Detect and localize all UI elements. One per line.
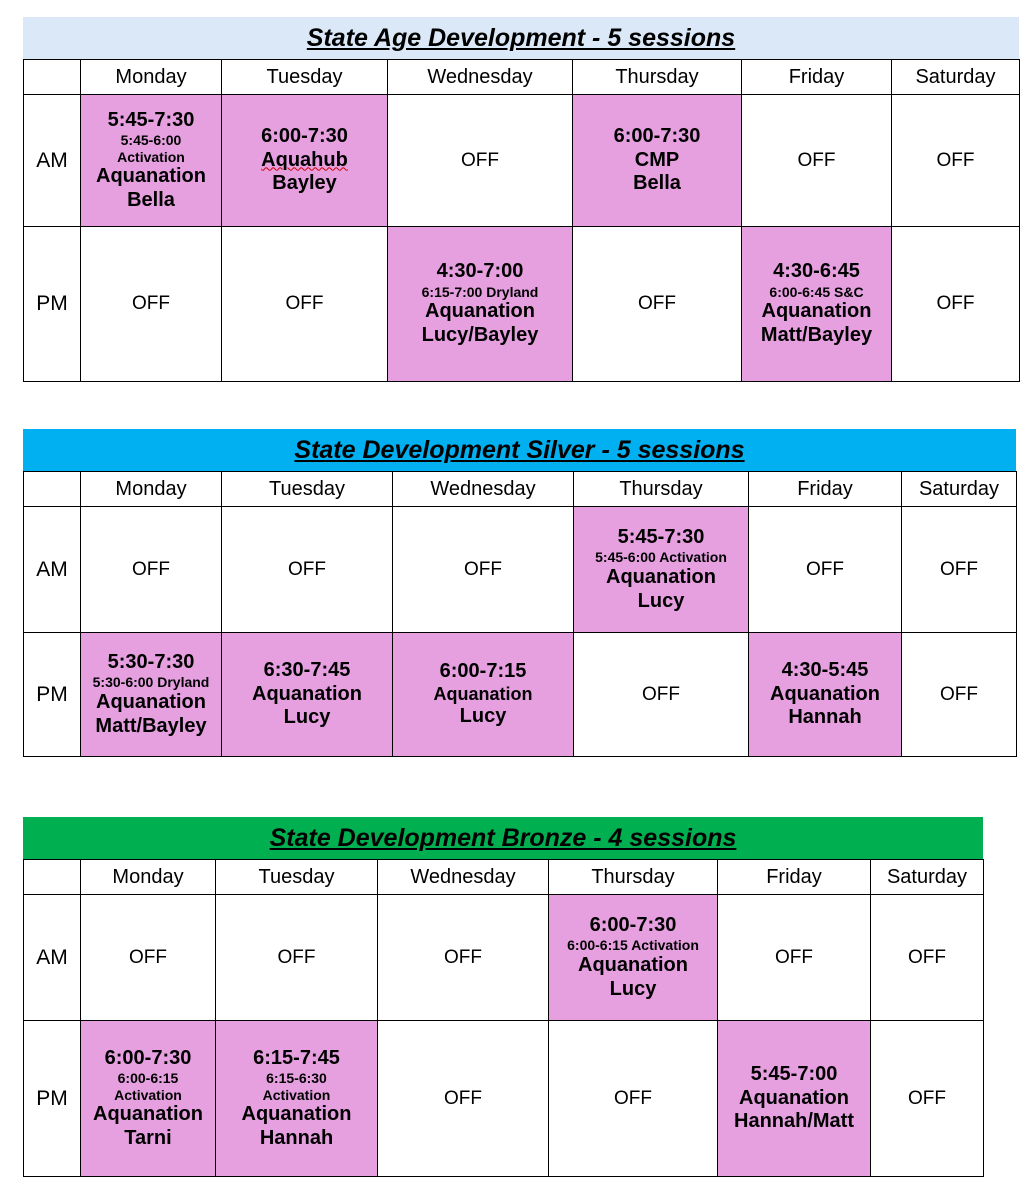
session-time: 5:45-7:30	[617, 525, 705, 548]
off-cell: OFF	[549, 1021, 718, 1177]
session-coach: Matt/Bayley	[760, 324, 873, 347]
session-note: Activation	[117, 148, 185, 165]
day-header-monday: Monday	[81, 860, 216, 895]
session-coach: Bella	[127, 188, 175, 211]
am-row	[24, 895, 984, 1021]
off-cell: OFF	[378, 895, 549, 1021]
day-header-tuesday: Tuesday	[216, 860, 378, 895]
session-time: 4:30-7:00	[436, 260, 524, 283]
day-header-saturday: Saturday	[902, 472, 1017, 507]
session-location: Aquanation	[578, 953, 688, 976]
am-row	[24, 507, 1017, 633]
off-cell: OFF	[222, 227, 388, 382]
day-header-thursday: Thursday	[573, 60, 742, 95]
corner-cell	[24, 472, 81, 507]
day-header-friday: Friday	[749, 472, 902, 507]
am-row	[24, 95, 1020, 227]
day-header-wednesday: Wednesday	[393, 472, 574, 507]
session-coach: Matt/Bayley	[95, 714, 207, 737]
pm-row	[24, 633, 1017, 757]
day-header-saturday: Saturday	[892, 60, 1020, 95]
off-cell: OFF	[892, 227, 1020, 382]
session-cell	[388, 227, 573, 382]
session-note: 6:00-6:15	[117, 1070, 179, 1087]
session-location: Aquanation	[93, 1103, 203, 1126]
day-header-saturday: Saturday	[871, 860, 984, 895]
session-location: Aquanation	[761, 300, 872, 323]
session-location: Aquanation	[252, 682, 362, 705]
session-cell	[574, 507, 749, 633]
day-header-row	[24, 60, 1020, 95]
off-cell: OFF	[742, 95, 892, 227]
off-cell: OFF	[81, 227, 222, 382]
off-cell: OFF	[574, 633, 749, 757]
off-cell: OFF	[871, 1021, 984, 1177]
session-cell	[393, 633, 574, 757]
off-cell: OFF	[871, 895, 984, 1021]
day-header-wednesday: Wednesday	[388, 60, 573, 95]
session-location: Aquanation	[241, 1103, 352, 1126]
row-label-am: AM	[24, 895, 81, 1021]
row-label-am: AM	[24, 507, 81, 633]
off-cell: OFF	[892, 95, 1020, 227]
corner-cell	[24, 60, 81, 95]
session-time: 5:30-7:30	[107, 650, 195, 673]
session-note: 6:15-6:30	[266, 1070, 327, 1087]
session-cell	[81, 1021, 216, 1177]
session-location: Aquanation	[96, 165, 206, 188]
session-location: Aquanation	[425, 300, 535, 323]
session-note: 5:45-6:00 Activation	[595, 549, 727, 566]
row-label-pm: PM	[24, 227, 81, 382]
session-location: Aquanation	[770, 682, 880, 705]
session-cell	[742, 227, 892, 382]
session-coach: Tarni	[124, 1126, 172, 1149]
session-coach: Lucy	[459, 705, 507, 728]
session-location: Aquahub	[261, 148, 348, 171]
pm-row	[24, 1021, 984, 1177]
schedule-table	[23, 471, 1017, 757]
day-header-wednesday: Wednesday	[378, 860, 549, 895]
session-cell	[573, 95, 742, 227]
day-header-thursday: Thursday	[549, 860, 718, 895]
session-note: 6:00-6:15 Activation	[567, 937, 699, 954]
session-time: 4:30-6:45	[773, 260, 860, 283]
session-time: 5:45-7:00	[750, 1063, 838, 1086]
schedule-title: State Age Development - 5 sessions	[23, 17, 1019, 59]
day-header-friday: Friday	[742, 60, 892, 95]
session-note: 6:15-7:00 Dryland	[421, 283, 539, 300]
day-header-row	[24, 860, 984, 895]
session-cell	[749, 633, 902, 757]
session-cell	[222, 633, 393, 757]
off-cell: OFF	[749, 507, 902, 633]
row-label-pm: PM	[24, 633, 81, 757]
row-label-pm: PM	[24, 1021, 81, 1177]
session-location: CMP	[634, 148, 680, 171]
session-cell	[718, 1021, 871, 1177]
session-location: Aquanation	[739, 1086, 849, 1109]
session-note: 5:45-6:00	[120, 132, 182, 149]
schedule-state-development-bronze	[23, 817, 983, 1177]
off-cell: OFF	[222, 507, 393, 633]
session-cell	[81, 95, 222, 227]
day-header-row	[24, 472, 1017, 507]
session-note: 5:30-6:00 Dryland	[92, 674, 210, 691]
session-time: 6:15-7:45	[253, 1046, 340, 1069]
session-coach: Lucy	[283, 706, 331, 729]
schedule-table	[23, 859, 984, 1177]
schedule-state-development-silver	[23, 429, 1016, 757]
day-header-friday: Friday	[718, 860, 871, 895]
schedule-title: State Development Bronze - 4 sessions	[23, 817, 983, 859]
day-header-thursday: Thursday	[574, 472, 749, 507]
session-coach: Lucy/Bayley	[421, 324, 539, 347]
day-header-tuesday: Tuesday	[222, 472, 393, 507]
day-header-tuesday: Tuesday	[222, 60, 388, 95]
off-cell: OFF	[902, 633, 1017, 757]
session-time: 6:30-7:45	[263, 659, 351, 682]
session-note: 6:00-6:45 S&C	[769, 283, 864, 300]
session-cell	[222, 95, 388, 227]
schedule-table	[23, 59, 1020, 382]
session-coach: Lucy	[609, 977, 657, 1000]
session-location: Aquanation	[433, 683, 533, 704]
off-cell: OFF	[378, 1021, 549, 1177]
off-cell: OFF	[902, 507, 1017, 633]
session-note: Activation	[262, 1086, 331, 1103]
session-coach: Hannah	[259, 1126, 334, 1149]
session-time: 6:00-7:15	[439, 660, 527, 683]
session-cell	[549, 895, 718, 1021]
session-location: Aquanation	[606, 565, 716, 588]
row-label-am: AM	[24, 95, 81, 227]
session-time: 6:00-7:30	[613, 125, 701, 148]
schedule-state-age-development	[23, 17, 1019, 382]
day-header-monday: Monday	[81, 60, 222, 95]
session-cell	[81, 633, 222, 757]
off-cell: OFF	[388, 95, 573, 227]
off-cell: OFF	[393, 507, 574, 633]
session-note: Activation	[114, 1086, 182, 1103]
session-coach: Hannah/Matt	[734, 1110, 854, 1133]
session-time: 6:00-7:30	[589, 913, 677, 936]
off-cell: OFF	[718, 895, 871, 1021]
session-coach: Bayley	[272, 172, 337, 195]
session-cell	[216, 1021, 378, 1177]
day-header-monday: Monday	[81, 472, 222, 507]
session-time: 6:00-7:30	[104, 1046, 192, 1069]
off-cell: OFF	[216, 895, 378, 1021]
session-coach: Bella	[633, 172, 681, 195]
session-location: Aquanation	[96, 690, 206, 713]
off-cell: OFF	[81, 507, 222, 633]
schedule-title: State Development Silver - 5 sessions	[23, 429, 1016, 471]
session-coach: Hannah	[788, 706, 862, 729]
session-coach: Lucy	[637, 589, 685, 612]
off-cell: OFF	[81, 895, 216, 1021]
session-time: 6:00-7:30	[261, 125, 348, 148]
session-time: 4:30-5:45	[781, 659, 869, 682]
off-cell: OFF	[573, 227, 742, 382]
pm-row	[24, 227, 1020, 382]
corner-cell	[24, 860, 81, 895]
session-time: 5:45-7:30	[107, 108, 195, 131]
